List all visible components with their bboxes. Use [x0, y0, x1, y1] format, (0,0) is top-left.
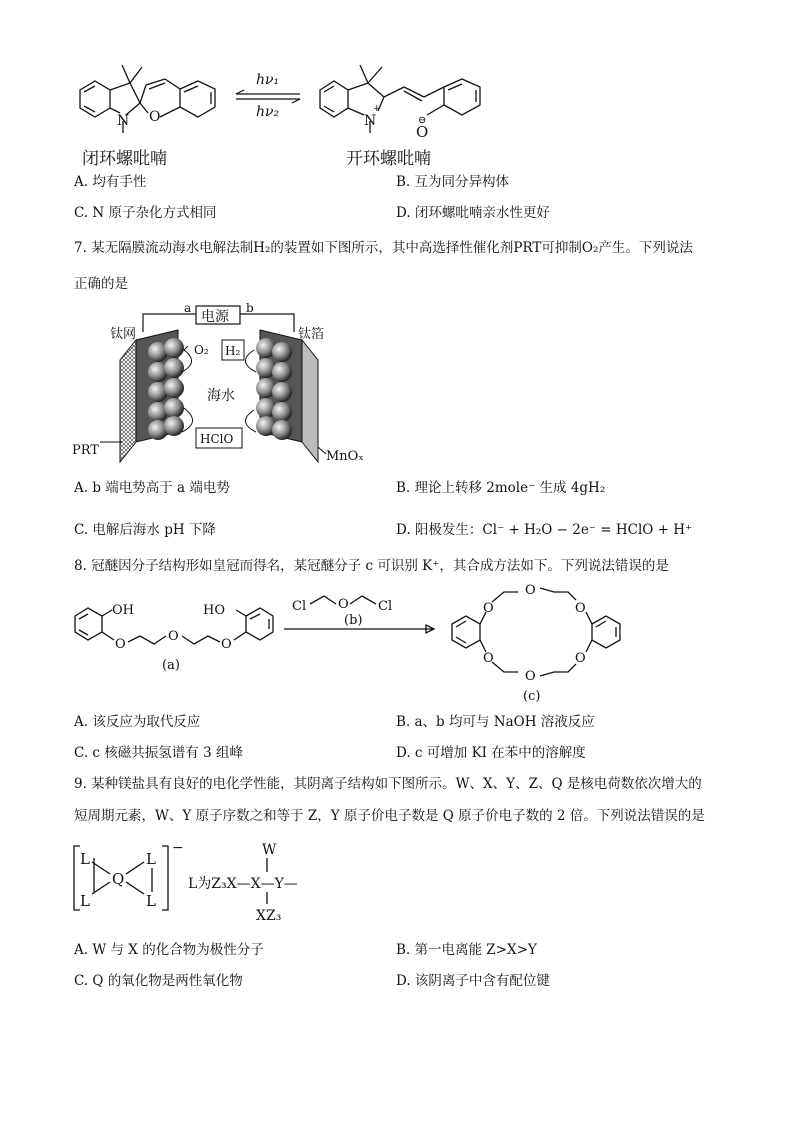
arrow-label-bottom: hν₂	[256, 104, 280, 120]
a-o3: O	[221, 637, 232, 652]
q8-stem: 8. 冠醚因分子结构形如皇冠而得名，某冠醚分子 c 可识别 K⁺，其合成方法如下。下列说法错误的是	[74, 558, 669, 574]
atom-w: W	[262, 842, 277, 858]
caption-open-spiropyran: 开环螺吡喃	[346, 149, 431, 169]
reactant-a-structure	[70, 592, 290, 682]
ligand-l-bottom-left: L	[80, 892, 90, 910]
a-ho-label: HO	[203, 603, 225, 618]
anion-structure-diagram	[70, 838, 360, 928]
ligand-l-top-left: L	[80, 850, 90, 868]
open-atom-o: O	[416, 123, 429, 141]
power-source-label: 电源	[201, 309, 229, 325]
open-atom-n: N	[364, 113, 377, 129]
c-o5: O	[525, 669, 536, 684]
o2-label: O₂	[194, 343, 209, 357]
q7-stem-line1: 7. 某无隔膜流动海水电解法制H₂的装置如下图所示，其中高选择性催化剂PRT可抑制O₂产生。下列说法	[74, 240, 693, 256]
c-o2: O	[525, 583, 536, 598]
a-oh-label: OH	[112, 603, 134, 618]
q6-option-c: C. N 原子杂化方式相同	[74, 205, 217, 221]
terminal-a: a	[184, 301, 192, 315]
terminal-b: b	[246, 301, 254, 315]
q8-option-d: D. c 可增加 KI 在苯中的溶解度	[396, 745, 586, 761]
prt-label: PRT	[72, 443, 99, 458]
ti-mesh-label: 钛网	[110, 327, 137, 342]
q9-stem-line2: 短周期元素，W、Y 原子序数之和等于 Z，Y 原子价电子数是 Q 原子价电子数的 2 倍。下列说法错误的是	[74, 808, 705, 824]
group-xz3: XZ₃	[256, 908, 282, 924]
q7-stem-line2: 正确的是	[74, 276, 128, 292]
l-definition: L为Z₃X—X—Y—	[188, 876, 298, 892]
q7-option-c: C. 电解后海水 pH 下降	[74, 522, 216, 538]
ligand-l-top-right: L	[146, 850, 156, 868]
ligand-l-bottom-right: L	[146, 892, 156, 910]
a-o1: O	[115, 637, 126, 652]
closed-atom-o: O	[149, 109, 161, 125]
reactant-b-label: (b)	[344, 613, 363, 628]
catalyst-balls-left	[148, 338, 184, 440]
q9-option-b: B. 第一电离能 Z>X>Y	[396, 942, 537, 958]
catalyst-balls-right	[256, 338, 292, 440]
h2-label: H₂	[225, 344, 241, 358]
ti-foil-label: 钛箔	[298, 327, 325, 342]
reversible-arrow	[228, 70, 318, 130]
anion-charge: −	[172, 840, 184, 856]
q9-option-c: C. Q 的氧化物是两性氧化物	[74, 973, 243, 989]
center-atom-q: Q	[112, 870, 125, 888]
reactant-a-label: (a)	[162, 658, 180, 673]
open-plus-charge: +	[373, 104, 381, 114]
c-o4: O	[483, 651, 494, 666]
reaction-arrow-b	[284, 588, 454, 658]
q9-option-a: A. W 与 X 的化合物为极性分子	[74, 942, 264, 958]
hclo-label: HClO	[200, 432, 234, 446]
seawater-label: 海水	[207, 388, 235, 404]
q9-option-d: D. 该阴离子中含有配位键	[396, 973, 550, 989]
arrow-label-top: hν₁	[256, 72, 280, 88]
q6-option-b: B. 互为同分异构体	[396, 174, 510, 190]
q6-option-d: D. 闭环螺吡喃亲水性更好	[396, 205, 550, 221]
q8-option-b: B. a、b 均可与 NaOH 溶液反应	[396, 714, 595, 730]
a-o2: O	[168, 629, 179, 644]
crown-ether-c-structure	[446, 578, 646, 708]
electrolysis-diagram	[70, 302, 390, 472]
b-cl1: Cl	[292, 599, 307, 614]
q7-option-a: A. b 端电势高于 a 端电势	[74, 480, 230, 496]
closed-atom-n: N	[117, 113, 130, 129]
q7-option-d: D. 阳极发生：Cl⁻ + H₂O − 2e⁻ = HClO + H⁺	[396, 522, 693, 538]
c-o1: O	[483, 601, 494, 616]
c-o6: O	[575, 651, 586, 666]
c-o3: O	[575, 601, 586, 616]
b-cl2: Cl	[378, 599, 393, 614]
q6-option-a: A. 均有手性	[74, 174, 147, 190]
q9-stem-line1: 9. 某种镁盐具有良好的电化学性能，其阴离子结构如下图所示。W、X、Y、Z、Q 是核电荷数依次增大的	[74, 776, 702, 792]
q8-option-c: C. c 核磁共振氢谱有 3 组峰	[74, 745, 243, 761]
b-o: O	[338, 597, 349, 612]
q8-option-a: A. 该反应为取代反应	[74, 714, 201, 730]
mnox-label: MnOₓ	[326, 449, 364, 464]
product-c-label: (c)	[523, 689, 541, 704]
open-minus-charge: ⊖	[418, 115, 427, 126]
caption-closed-spiropyran: 闭环螺吡喃	[82, 149, 167, 169]
q7-option-b: B. 理论上转移 2mole⁻ 生成 4gH₂	[396, 480, 606, 496]
